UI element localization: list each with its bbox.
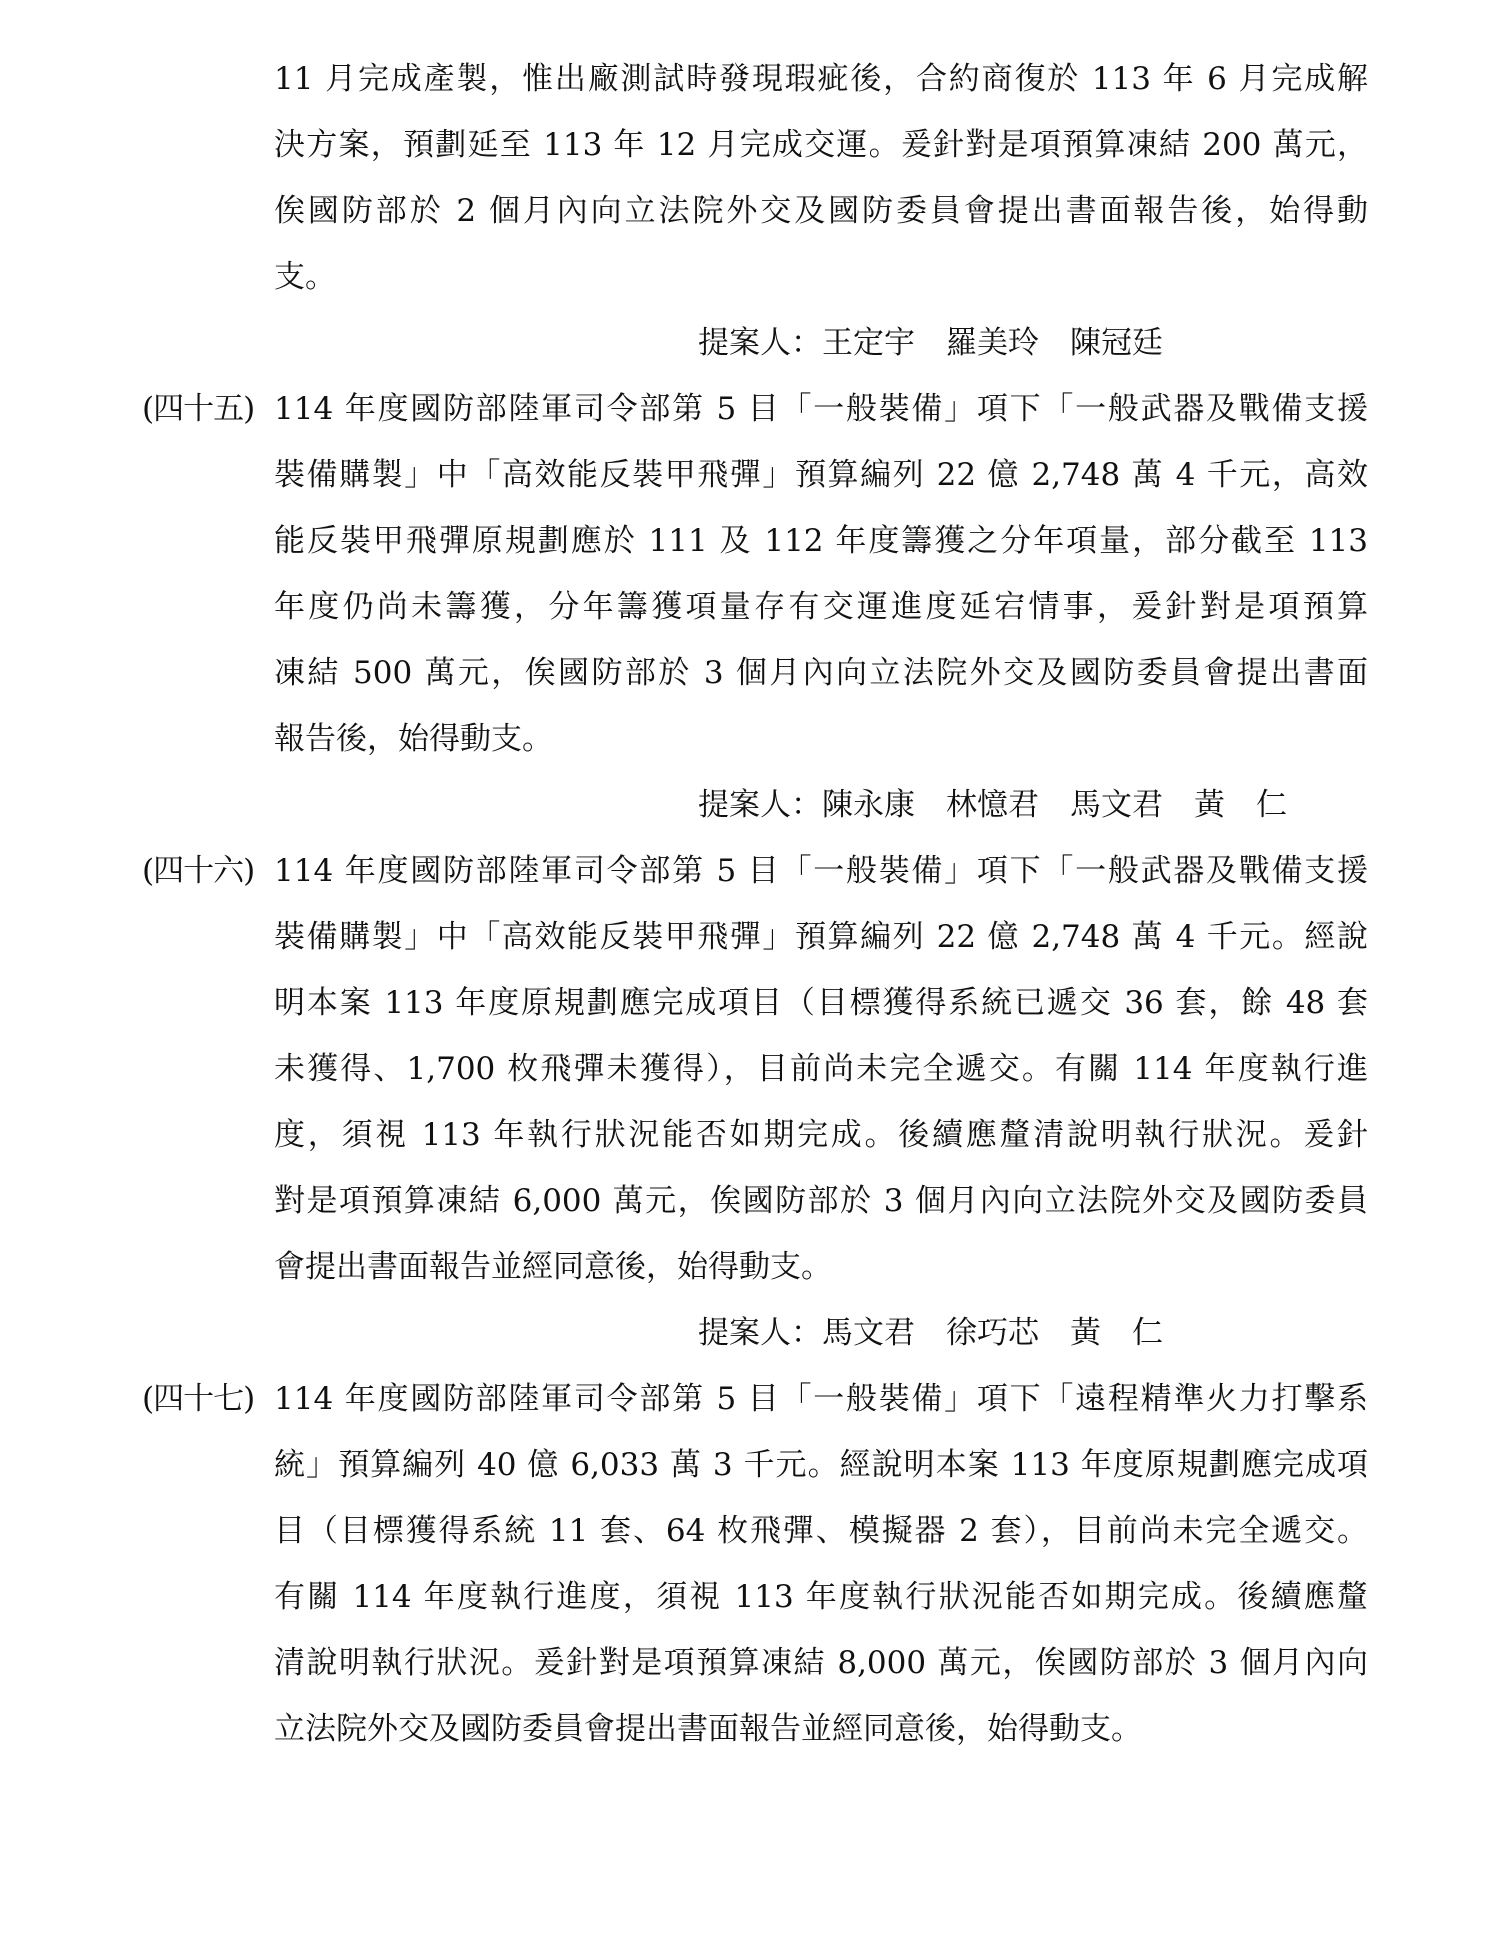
item-line: 統」預算編列 40 億 6,033 萬 3 千元。經說明本案 113 年度原規劃應完成項: [274, 1447, 1368, 1483]
item-line: 對是項預算凍結 6,000 萬元，俟國防部於 3 個月內向立法院外交及國防委員: [274, 1183, 1368, 1219]
proposer-line: 提案人：陳永康 林憶君 馬文君 黃 仁: [698, 787, 1287, 823]
proposer-line: 提案人：王定宇 羅美玲 陳冠廷: [698, 325, 1163, 361]
intro-line: 支。: [274, 259, 336, 295]
item-line: 立法院外交及國防委員會提出書面報告並經同意後，始得動支。: [274, 1711, 1142, 1747]
item-line: 未獲得、1,700 枚飛彈未獲得），目前尚未完全遞交。有關 114 年度執行進: [274, 1051, 1368, 1087]
proposer-line: 提案人：馬文君 徐巧芯 黃 仁: [698, 1315, 1163, 1351]
item-line: 裝備購製」中「高效能反裝甲飛彈」預算編列 22 億 2,748 萬 4 千元。經說: [274, 919, 1368, 955]
item-line: 年度仍尚未籌獲，分年籌獲項量存有交運進度延宕情事，爰針對是項預算: [274, 589, 1368, 625]
item-number: (四十五): [142, 391, 255, 427]
item-line: 度，須視 113 年執行狀況能否如期完成。後續應釐清說明執行狀況。爰針: [274, 1117, 1368, 1153]
item-line: 114 年度國防部陸軍司令部第 5 目「一般裝備」項下「一般武器及戰備支援: [274, 391, 1368, 427]
item-line: 凍結 500 萬元，俟國防部於 3 個月內向立法院外交及國防委員會提出書面: [274, 655, 1368, 691]
intro-line: 俟國防部於 2 個月內向立法院外交及國防委員會提出書面報告後，始得動: [274, 193, 1368, 229]
intro-line: 決方案，預劃延至 113 年 12 月完成交運。爰針對是項預算凍結 200 萬元，: [274, 127, 1368, 163]
item-line: 清說明執行狀況。爰針對是項預算凍結 8,000 萬元，俟國防部於 3 個月內向: [274, 1645, 1368, 1681]
item-line: 114 年度國防部陸軍司令部第 5 目「一般裝備」項下「一般武器及戰備支援: [274, 853, 1368, 889]
item-number: (四十六): [142, 853, 255, 889]
item-line: 裝備購製」中「高效能反裝甲飛彈」預算編列 22 億 2,748 萬 4 千元，高效: [274, 457, 1368, 493]
item-line: 報告後，始得動支。: [274, 721, 553, 757]
intro-line: 11 月完成產製，惟出廠測試時發現瑕疵後，合約商復於 113 年 6 月完成解: [274, 61, 1368, 97]
item-line: 114 年度國防部陸軍司令部第 5 目「一般裝備」項下「遠程精準火力打擊系: [274, 1381, 1368, 1417]
item-line: 有關 114 年度執行進度，須視 113 年度執行狀況能否如期完成。後續應釐: [274, 1579, 1368, 1615]
item-line: 能反裝甲飛彈原規劃應於 111 及 112 年度籌獲之分年項量，部分截至 113: [274, 523, 1368, 559]
item-line: 會提出書面報告並經同意後，始得動支。: [274, 1249, 832, 1285]
item-number: (四十七): [142, 1381, 255, 1417]
item-line: 明本案 113 年度原規劃應完成項目（目標獲得系統已遞交 36 套，餘 48 套: [274, 985, 1368, 1021]
item-line: 目（目標獲得系統 11 套、64 枚飛彈、模擬器 2 套），目前尚未完全遞交。: [274, 1513, 1368, 1549]
